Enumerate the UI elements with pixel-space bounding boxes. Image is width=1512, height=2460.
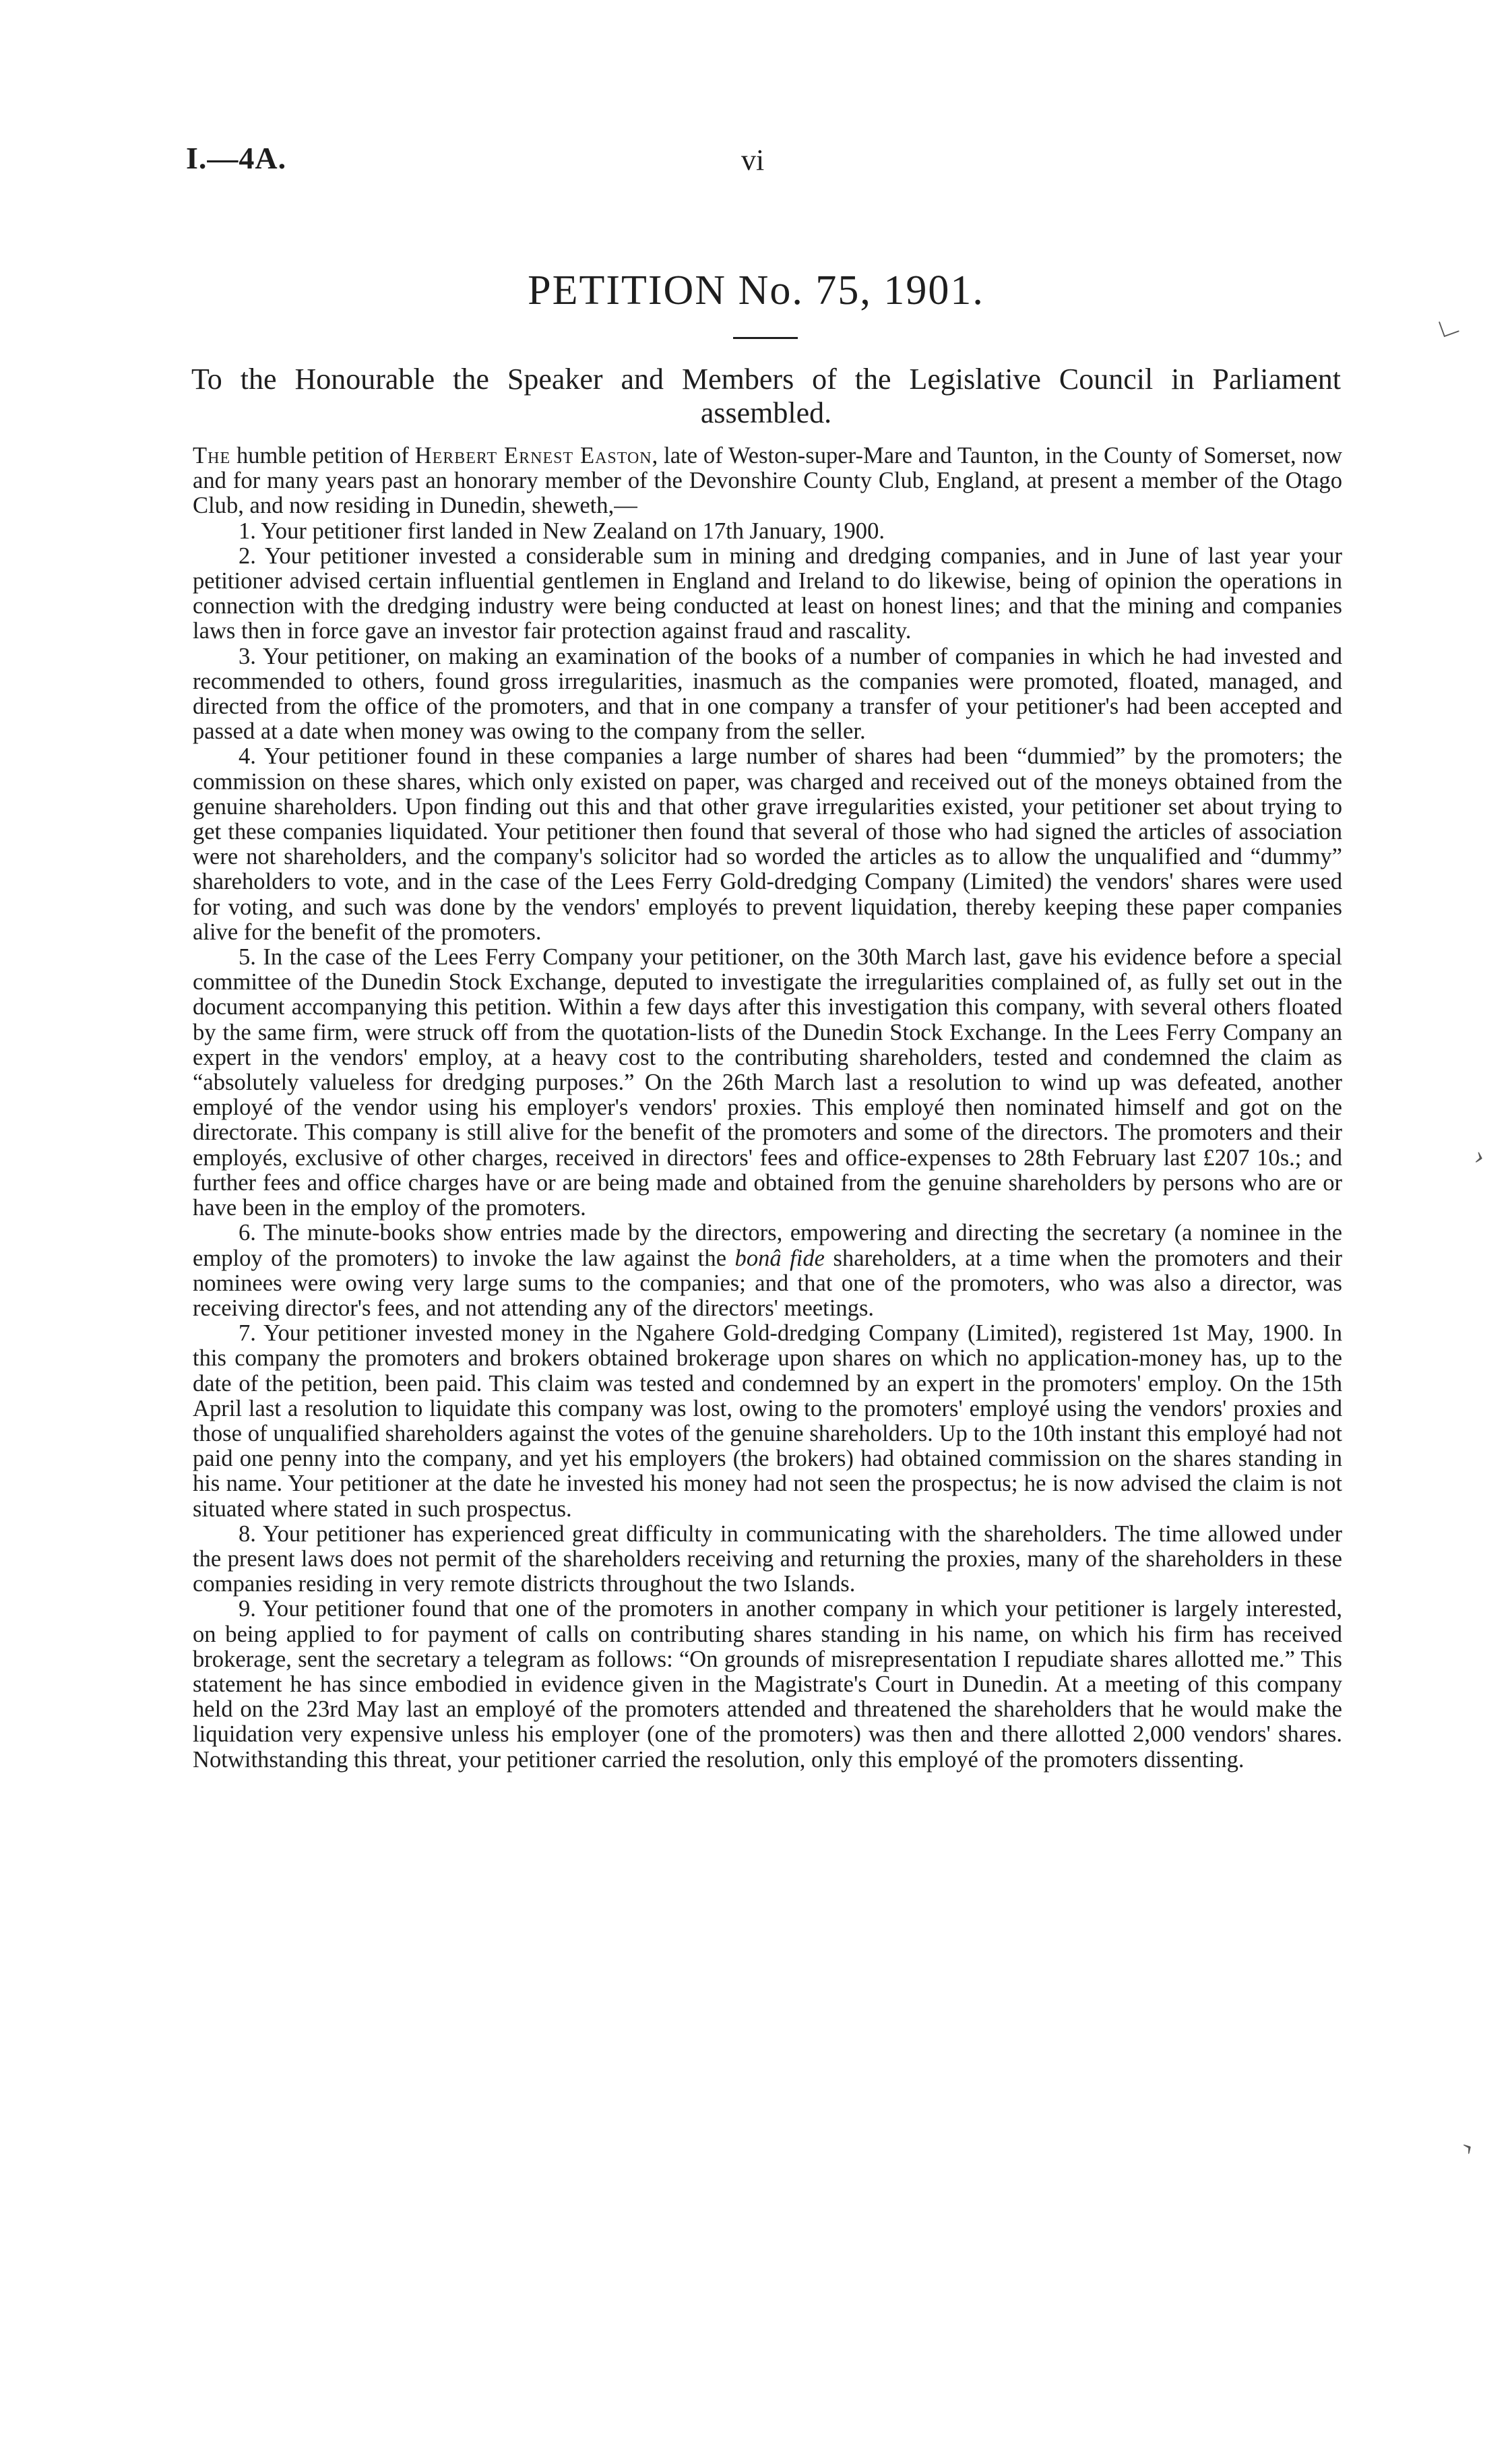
paragraph-5: 5. In the case of the Lees Ferry Company your petitioner, on the 30th March last, gave his evidence before a special committee of the Dunedin Stock Exchange, deputed to investigate the irregularities complained of, as fully set out in the document accompanying this petition. Within a few days after this investigation this company, with several others floated by the same firm, were struck off from the quotation-lists of the Dunedin Stock Exchange. In the Lees Ferry Company an expert in the vendors' employ, at a heavy cost to the contributing shareholders, tested and condemned the claim as “absolutely valueless for dredging purposes.” On the 26th March last a resolution to wind up was defeated, another employé of the vendor using his employer's vendors' proxies. This employé then nominated himself and got on the directorate. This company is still alive for the benefit of the promoters and some of the directors. The promoters and their employés, exclusive of other charges, received in directors' fees and office-expenses to 28th February last £207 10s.; and further fees and office charges have or are being made and obtained from the genuine shareholders by persons who are or have been in the employ of the promoters.: [193, 944, 1342, 1221]
intro-lead: The: [193, 443, 231, 468]
paragraph-6: [193, 1221, 1342, 1321]
paragraph-4: 4. Your petitioner found in these companies a large number of shares had been “dummied” by the promoters; the commission on these shares, which only existed on paper, was charged and received out of the moneys obtained from the genuine shareholders. Upon finding out this and that other grave irregularities existed, your petitioner set about trying to get these companies liquidated. Your petitioner then found that several of those who had signed the articles of association were not shareholders, and the company's solicitor had so worded the articles as to allow the unqualified and “dummy” shareholders to vote, and in the case of the Lees Ferry Gold-dredging Company (Limited) the vendors' shares were used for voting, and such was done by the vendors' employés to prevent liquidation, thereby keeping these paper companies alive for the benefit of the promoters.: [193, 743, 1342, 945]
address-line: To the Honourable the Speaker and Members of the Legislative Council in Parliament assembled.: [191, 363, 1341, 429]
paragraph-9: 9. Your petitioner found that one of the promoters in another company in which your petitioner is largely interested, on being applied to for payment of calls on contributing shares standing in his name, on which his firm has received brokerage, sent the secretary a telegram as follows: “On grounds of misrepresentation I repudiate shares allotted me.” This statement he has since embodied in evidence given in the Magistrate's Court in Dunedin. At a meeting of this company held on the 23rd May last an employé of the promoters attended and threatened the shareholders that he would make the liquidation very expensive unless his employer (one of the promoters) was then and there allotted 2,000 vendors' shares. Notwithstanding this threat, your petitioner carried the resolution, only this employé of the promoters dissenting.: [193, 1596, 1342, 1773]
title-rule: [733, 337, 798, 339]
petition-title: PETITION No. 75, 1901.: [528, 268, 984, 313]
paragraph-6-italic: bonâ fide: [734, 1245, 825, 1271]
paragraph-6-text-b: shareholders, at a time when the promoters and their nominees were owing very large sums to the companies; and that one of the promoters, who was also a director, was receiving director's fees, and not attending any of the directors' meetings.: [193, 1245, 1343, 1321]
paragraph-6-text-a: 6. The minute-books show entries made by the directors, empowering and directing the secretary (a nominee in the employ of the promoters) to invoke the law against the: [193, 1220, 1342, 1271]
paragraph-2: 2. Your petitioner invested a considerable sum in mining and dredging companies, and in June of last year your petitioner advised certain influential gentlemen in England and Ireland to do likewise, being of opinion the operations in connection with the dredging industry were being conducted at least on honest lines; and that the mining and companies laws then in force gave an investor fair protection against fraud and rascality.: [193, 543, 1342, 644]
petitioner-name: Herbert Ernest Easton: [414, 443, 652, 468]
margin-mark-middle: ›: [1472, 1139, 1488, 1171]
paragraph-3: 3. Your petitioner, on making an examination of the books of a number of companies in which he had invested and recommended to others, found gross irregularities, inasmuch as the companies were promoted, floated, managed, and directed from the office of the promoters, and that in one company a transfer of your petitioner's had been accepted and passed at a date when money was owing to the company from the seller.: [193, 643, 1342, 745]
petition-body: [193, 443, 1342, 1773]
paragraph-7: 7. Your petitioner invested money in the Ngahere Gold-dredging Company (Limited), registered 1st May, 1900. In this company the promoters and brokers obtained brokerage upon shares on which no application-money has, up to the date of the petition, been paid. This claim was tested and condemned by an expert in the promoters' employ. On the 15th April last a resolution to liquidate this company was lost, owing to the promoters' employé using the vendors' proxies and those of unqualified shareholders against the votes of the genuine shareholders. Up to the 10th instant this employé had not paid one penny into the company, and yet his employers (the brokers) had obtained commission on the shares standing in his name. Your petitioner at the date he invested his money had not seen the prospectus; he is now advised the claim is not situated where stated in such prospectus.: [193, 1320, 1342, 1522]
margin-mark-bottom: ›: [1455, 2130, 1478, 2161]
page-reference: I.—4A.: [186, 141, 287, 175]
intro-text-after-name: , late of Weston-super-Mare and Taunton, in the County of Somerset, now and for many years past an honorary member of the Devonshire County Club, England, at present a member of the Otago Club, and now residing in Dunedin, sheweth,—: [193, 443, 1342, 519]
intro-text-before-name: humble petition of: [230, 443, 415, 468]
page-number: vi: [741, 144, 765, 177]
intro-paragraph: [193, 443, 1342, 519]
margin-mark-top: ∟: [1430, 307, 1466, 345]
paragraph-1: 1. Your petitioner first landed in New Zealand on 17th January, 1900.: [239, 518, 885, 544]
paragraph-8: 8. Your petitioner has experienced great difficulty in communicating with the shareholders. The time allowed under the present laws does not permit of the shareholders receiving and returning the proxies, many of the shareholders in these companies residing in very remote districts throughout the two Islands.: [193, 1520, 1342, 1597]
